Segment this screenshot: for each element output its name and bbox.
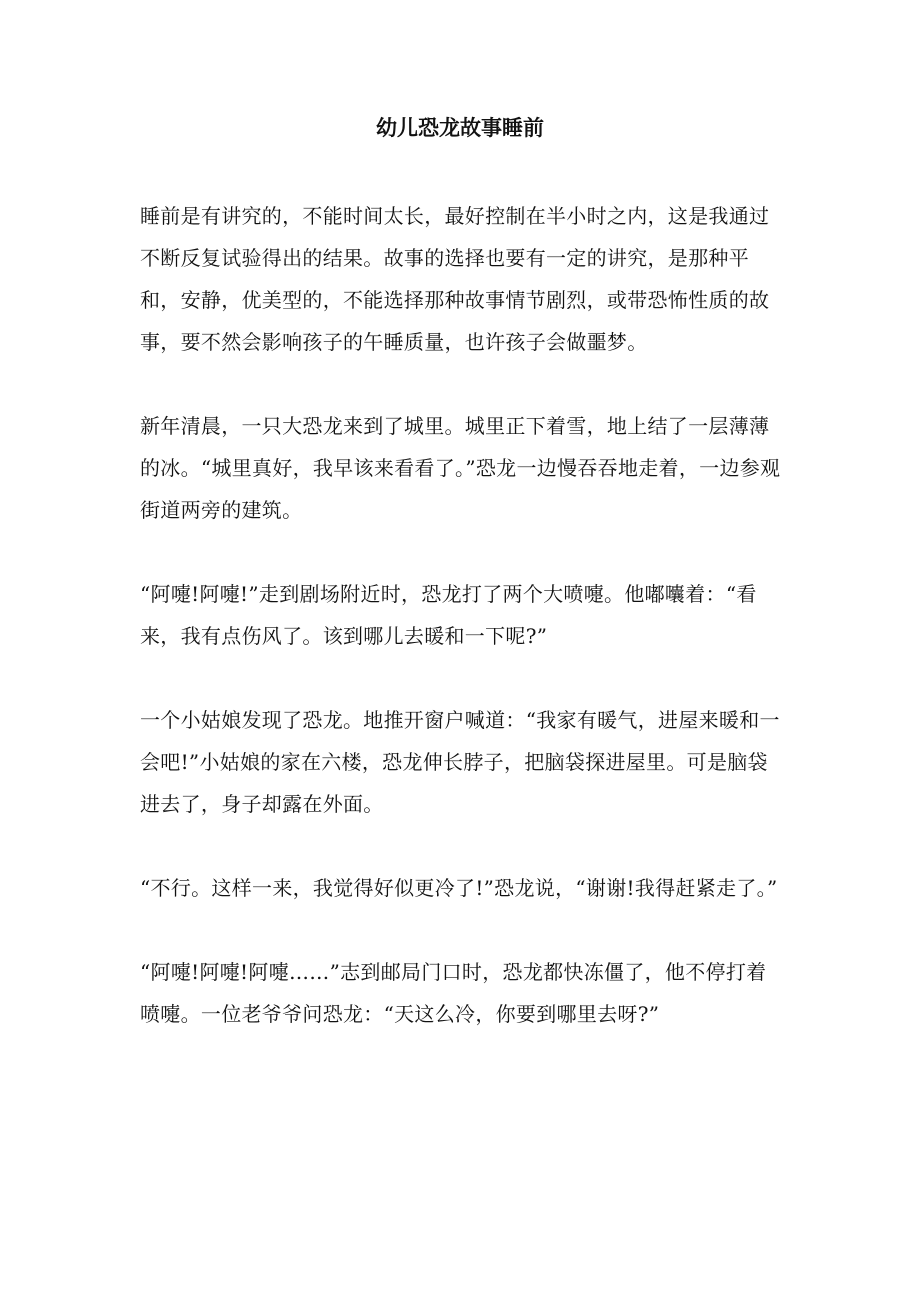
document-title: 幼儿恐龙故事睡前	[376, 115, 544, 140]
paragraph: “阿嚏!阿嚏!”走到剧场附近时，恐龙打了两个大喷嚏。他嘟囔着：“看来，我有点伤风了。该到哪儿去暖和一下呢?”	[140, 582, 757, 648]
paragraph: 新年清晨，一只大恐龙来到了城里。城里正下着雪，地上结了一层薄薄的冰。“城里真好，我早该来看看了。”恐龙一边慢吞吞地走着，一边参观街道两旁的建筑。	[140, 414, 781, 522]
paragraph: “不行。这样一来，我觉得好似更冷了!”恐龙说，“谢谢!我得赶紧走了。”	[140, 876, 778, 900]
paragraph: “阿嚏!阿嚏!阿嚏……”志到邮局门口时，恐龙都快冻僵了，他不停打着喷嚏。一位老爷爷问恐龙：“天这么冷，你要到哪里去呀?”	[140, 960, 767, 1026]
paragraph: 睡前是有讲究的，不能时间太长，最好控制在半小时之内，这是我通过不断反复试验得出的结果。故事的选择也要有一定的讲究，是那种平和，安静，优美型的，不能选择那种故事情节剧烈，或带恐怖性质的故事，要不然会影响孩子的午睡质量，也许孩子会做噩梦。	[140, 204, 770, 354]
document-body	[140, 195, 785, 1077]
paragraph: 一个小姑娘发现了恐龙。地推开窗户喊道：“我家有暖气，进屋来暖和一会吧!”小姑娘的家在六楼，恐龙伸长脖子，把脑袋探进屋里。可是脑袋进去了，身子却露在外面。	[140, 708, 780, 816]
